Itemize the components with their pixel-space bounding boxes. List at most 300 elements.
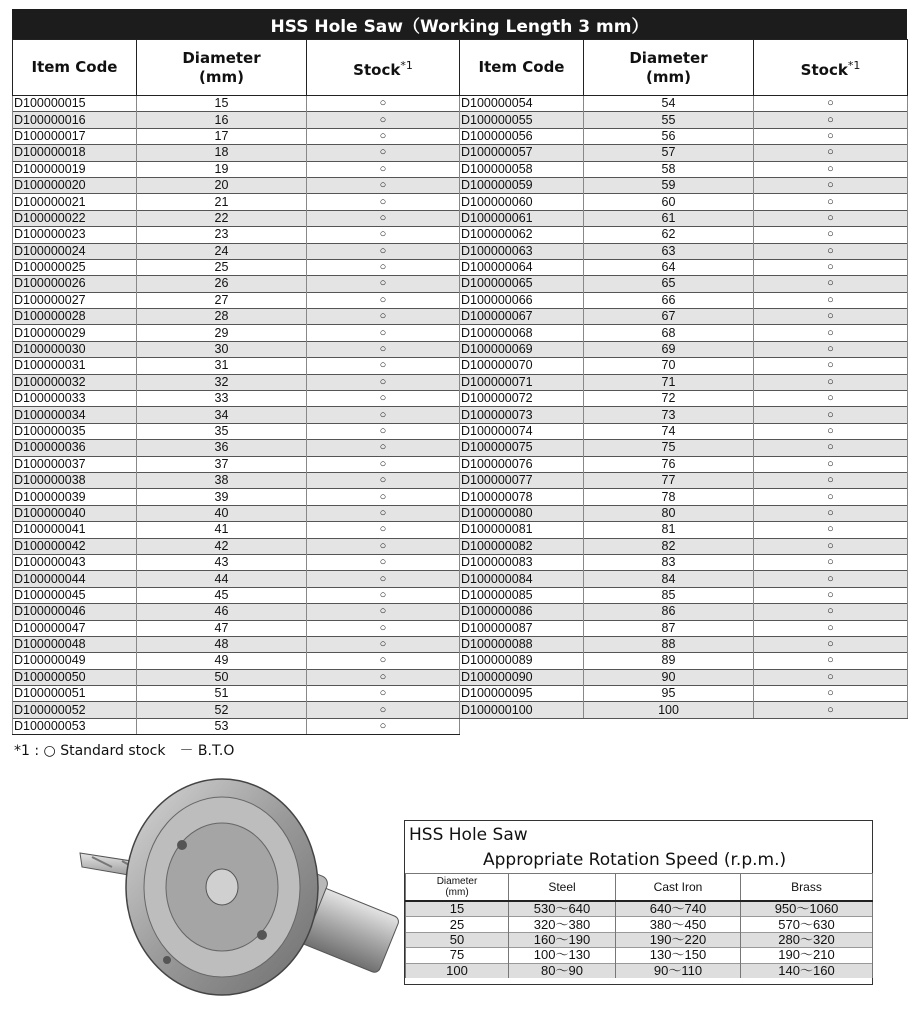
table-row xyxy=(13,96,460,112)
item-code-cell: D100000032 xyxy=(13,374,137,390)
diameter-cell: 36 xyxy=(137,440,307,456)
stock-cell: ○ xyxy=(307,161,460,177)
stock-cell: ○ xyxy=(307,292,460,308)
stock-cell: ○ xyxy=(307,554,460,570)
diameter-cell: 16 xyxy=(137,112,307,128)
stock-cell: ○ xyxy=(307,718,460,734)
stock-cell: ○ xyxy=(754,227,908,243)
table-row xyxy=(406,963,873,978)
stock-cell: ○ xyxy=(307,489,460,505)
item-code-cell: D100000053 xyxy=(13,718,137,734)
diameter-cell: 62 xyxy=(584,227,754,243)
diameter-cell: 67 xyxy=(584,309,754,325)
item-code-cell: D100000052 xyxy=(13,702,137,718)
stock-cell: ○ xyxy=(754,669,908,685)
item-code-cell: D100000054 xyxy=(460,96,584,112)
diameter-cell: 46 xyxy=(137,604,307,620)
stock-table-left xyxy=(12,39,460,735)
item-code-cell: D100000027 xyxy=(13,292,137,308)
table-row xyxy=(460,161,908,177)
stock-cell: ○ xyxy=(307,456,460,472)
item-code-cell: D100000070 xyxy=(460,358,584,374)
stock-cell: ○ xyxy=(754,702,908,718)
speed-brass-cell: 950～1060 xyxy=(741,901,873,917)
stock-cell: ○ xyxy=(754,309,908,325)
stock-cell: ○ xyxy=(307,440,460,456)
hole-saw-product-image xyxy=(72,775,402,1015)
item-code-cell: D100000047 xyxy=(13,620,137,636)
stock-cell: ○ xyxy=(307,472,460,488)
table-row xyxy=(13,489,460,505)
stock-footnote: *1 : ○ Standard stock － B.T.O xyxy=(14,743,235,759)
header-item-code: Item Code xyxy=(13,40,137,96)
diameter-cell: 100 xyxy=(584,702,754,718)
stock-cell: ○ xyxy=(754,177,908,193)
stock-table-left-body xyxy=(13,96,460,735)
item-code-cell: D100000044 xyxy=(13,571,137,587)
item-code-cell: D100000046 xyxy=(13,604,137,620)
table-row xyxy=(13,309,460,325)
stock-cell: ○ xyxy=(307,391,460,407)
header-diameter-label: Diameter xyxy=(629,48,708,67)
diameter-cell: 35 xyxy=(137,423,307,439)
stock-cell: ○ xyxy=(754,358,908,374)
table-row xyxy=(460,227,908,243)
stock-cell: ○ xyxy=(307,112,460,128)
stock-cell: ○ xyxy=(754,243,908,259)
diameter-cell: 42 xyxy=(137,538,307,554)
table-row xyxy=(460,604,908,620)
item-code-cell: D100000071 xyxy=(460,374,584,390)
diameter-cell: 34 xyxy=(137,407,307,423)
item-code-cell: D100000015 xyxy=(13,96,137,112)
table-row xyxy=(460,292,908,308)
diameter-cell: 54 xyxy=(584,96,754,112)
diameter-cell: 71 xyxy=(584,374,754,390)
stock-cell: ○ xyxy=(754,374,908,390)
diameter-cell: 33 xyxy=(137,391,307,407)
stock-cell: ○ xyxy=(754,276,908,292)
diameter-cell: 32 xyxy=(137,374,307,390)
diameter-cell: 51 xyxy=(137,686,307,702)
speed-steel-cell: 100～130 xyxy=(509,948,616,963)
diameter-cell: 27 xyxy=(137,292,307,308)
rotation-speed-table-body xyxy=(406,901,873,978)
table-row xyxy=(13,472,460,488)
item-code-cell: D100000087 xyxy=(460,620,584,636)
stock-cell: ○ xyxy=(754,522,908,538)
diameter-cell: 53 xyxy=(137,718,307,734)
speed-header-brass: Brass xyxy=(741,874,873,902)
stock-cell: ○ xyxy=(307,653,460,669)
diameter-cell: 75 xyxy=(584,440,754,456)
speed-header-diameter-label: Diameter xyxy=(436,876,478,887)
diameter-cell: 77 xyxy=(584,472,754,488)
table-row xyxy=(13,325,460,341)
table-row xyxy=(460,653,908,669)
stock-cell: ○ xyxy=(307,194,460,210)
table-row xyxy=(460,440,908,456)
table-row xyxy=(460,177,908,193)
stock-cell: ○ xyxy=(754,538,908,554)
diameter-cell: 70 xyxy=(584,358,754,374)
table-row xyxy=(460,686,908,702)
item-code-cell: D100000034 xyxy=(13,407,137,423)
diameter-cell: 41 xyxy=(137,522,307,538)
table-row xyxy=(460,145,908,161)
diameter-cell: 65 xyxy=(584,276,754,292)
table-row xyxy=(460,587,908,603)
diameter-cell: 50 xyxy=(137,669,307,685)
diameter-cell: 90 xyxy=(584,669,754,685)
item-code-cell: D100000095 xyxy=(460,686,584,702)
item-code-cell: D100000041 xyxy=(13,522,137,538)
saw-body xyxy=(126,779,318,995)
item-code-cell: D100000078 xyxy=(460,489,584,505)
table-row xyxy=(13,276,460,292)
item-code-cell: D100000040 xyxy=(13,505,137,521)
item-code-cell: D100000021 xyxy=(13,194,137,210)
table-row xyxy=(460,571,908,587)
stock-cell: ○ xyxy=(307,604,460,620)
speed-header-diameter xyxy=(406,874,509,902)
diameter-cell: 85 xyxy=(584,587,754,603)
page-title: HSS Hole Saw（Working Length 3 mm） xyxy=(12,9,907,39)
diameter-cell: 63 xyxy=(584,243,754,259)
stock-cell: ○ xyxy=(307,243,460,259)
table-row xyxy=(13,456,460,472)
stock-cell: ○ xyxy=(754,145,908,161)
item-code-cell: D100000059 xyxy=(460,177,584,193)
table-row xyxy=(460,210,908,226)
table-row xyxy=(406,901,873,917)
speed-brass-cell: 570～630 xyxy=(741,917,873,932)
rotation-speed-table xyxy=(405,873,873,978)
table-row xyxy=(460,702,908,718)
diameter-cell: 64 xyxy=(584,259,754,275)
table-row xyxy=(13,194,460,210)
item-code-cell: D100000100 xyxy=(460,702,584,718)
item-code-cell: D100000060 xyxy=(460,194,584,210)
table-row xyxy=(13,112,460,128)
table-row xyxy=(13,505,460,521)
stock-cell: ○ xyxy=(754,259,908,275)
table-row xyxy=(460,620,908,636)
speed-header-steel: Steel xyxy=(509,874,616,902)
speed-cast-iron-cell: 380～450 xyxy=(616,917,741,932)
stock-cell: ○ xyxy=(754,472,908,488)
item-code-cell: D100000050 xyxy=(13,669,137,685)
diameter-cell: 57 xyxy=(584,145,754,161)
item-code-cell: D100000076 xyxy=(460,456,584,472)
table-row xyxy=(460,669,908,685)
diameter-cell: 56 xyxy=(584,128,754,144)
item-code-cell: D100000037 xyxy=(13,456,137,472)
header-diameter xyxy=(137,40,307,96)
table-row xyxy=(460,194,908,210)
item-code-cell: D100000051 xyxy=(13,686,137,702)
item-code-cell: D100000039 xyxy=(13,489,137,505)
stock-cell: ○ xyxy=(307,259,460,275)
diameter-cell: 26 xyxy=(137,276,307,292)
table-row xyxy=(406,917,873,932)
diameter-cell: 22 xyxy=(137,210,307,226)
stock-cell: ○ xyxy=(307,210,460,226)
speed-cast-iron-cell: 90～110 xyxy=(616,963,741,978)
table-row xyxy=(13,423,460,439)
stock-cell: ○ xyxy=(754,96,908,112)
speed-brass-cell: 280～320 xyxy=(741,932,873,947)
diameter-cell: 43 xyxy=(137,554,307,570)
stock-cell: ○ xyxy=(307,702,460,718)
diameter-cell: 15 xyxy=(137,96,307,112)
speed-table-subtitle: Appropriate Rotation Speed (r.p.m.) xyxy=(483,850,787,870)
diameter-cell: 84 xyxy=(584,571,754,587)
item-code-cell: D100000016 xyxy=(13,112,137,128)
stock-cell: ○ xyxy=(754,489,908,505)
item-code-cell: D100000023 xyxy=(13,227,137,243)
speed-header-cast-iron: Cast Iron xyxy=(616,874,741,902)
diameter-cell: 17 xyxy=(137,128,307,144)
diameter-cell: 80 xyxy=(584,505,754,521)
diameter-cell: 95 xyxy=(584,686,754,702)
table-row xyxy=(13,636,460,652)
item-code-cell: D100000018 xyxy=(13,145,137,161)
table-row xyxy=(13,587,460,603)
stock-cell: ○ xyxy=(754,686,908,702)
item-code-cell: D100000062 xyxy=(460,227,584,243)
item-code-cell: D100000026 xyxy=(13,276,137,292)
table-row xyxy=(460,276,908,292)
diameter-cell: 29 xyxy=(137,325,307,341)
diameter-cell: 24 xyxy=(137,243,307,259)
diameter-cell: 61 xyxy=(584,210,754,226)
diameter-cell: 74 xyxy=(584,423,754,439)
stock-cell: ○ xyxy=(754,505,908,521)
table-row xyxy=(13,227,460,243)
diameter-cell: 88 xyxy=(584,636,754,652)
stock-cell: ○ xyxy=(307,620,460,636)
table-row xyxy=(460,374,908,390)
item-code-cell: D100000064 xyxy=(460,259,584,275)
stock-cell: ○ xyxy=(754,161,908,177)
diameter-cell: 73 xyxy=(584,407,754,423)
item-code-cell: D100000029 xyxy=(13,325,137,341)
diameter-cell: 58 xyxy=(584,161,754,177)
table-row xyxy=(13,440,460,456)
item-code-cell: D100000045 xyxy=(13,587,137,603)
table-row xyxy=(460,128,908,144)
stock-table-right-body xyxy=(460,96,908,719)
item-code-cell: D100000035 xyxy=(13,423,137,439)
diameter-cell: 19 xyxy=(137,161,307,177)
stock-cell: ○ xyxy=(307,128,460,144)
table-row xyxy=(460,456,908,472)
speed-cast-iron-cell: 190～220 xyxy=(616,932,741,947)
item-code-cell: D100000086 xyxy=(460,604,584,620)
diameter-cell: 40 xyxy=(137,505,307,521)
stock-cell: ○ xyxy=(754,194,908,210)
diameter-cell: 28 xyxy=(137,309,307,325)
table-row xyxy=(13,522,460,538)
diameter-cell: 81 xyxy=(584,522,754,538)
table-row xyxy=(13,145,460,161)
table-row xyxy=(460,358,908,374)
table-row xyxy=(13,161,460,177)
item-code-cell: D100000081 xyxy=(460,522,584,538)
diameter-cell: 68 xyxy=(584,325,754,341)
table-row xyxy=(406,932,873,947)
item-code-cell: D100000061 xyxy=(460,210,584,226)
item-code-cell: D100000066 xyxy=(460,292,584,308)
item-code-cell: D100000020 xyxy=(13,177,137,193)
table-row xyxy=(460,472,908,488)
item-code-cell: D100000024 xyxy=(13,243,137,259)
header-stock xyxy=(307,40,460,96)
table-row xyxy=(460,96,908,112)
item-code-cell: D100000031 xyxy=(13,358,137,374)
diameter-cell: 87 xyxy=(584,620,754,636)
stock-cell: ○ xyxy=(754,604,908,620)
speed-diameter-cell: 75 xyxy=(406,948,509,963)
item-code-cell: D100000042 xyxy=(13,538,137,554)
diameter-cell: 76 xyxy=(584,456,754,472)
stock-cell: ○ xyxy=(754,456,908,472)
header-stock-label: Stock xyxy=(353,60,401,79)
item-code-cell: D100000049 xyxy=(13,653,137,669)
stock-cell: ○ xyxy=(307,227,460,243)
table-row xyxy=(13,653,460,669)
diameter-cell: 38 xyxy=(137,472,307,488)
stock-cell: ○ xyxy=(307,374,460,390)
diameter-cell: 82 xyxy=(584,538,754,554)
table-row xyxy=(460,505,908,521)
header-stock-label: Stock xyxy=(800,60,848,79)
item-code-cell: D100000074 xyxy=(460,423,584,439)
speed-brass-cell: 140～160 xyxy=(741,963,873,978)
diameter-cell: 55 xyxy=(584,112,754,128)
stock-cell: ○ xyxy=(307,423,460,439)
table-row xyxy=(460,489,908,505)
item-code-cell: D100000082 xyxy=(460,538,584,554)
speed-steel-cell: 80～90 xyxy=(509,963,616,978)
item-code-cell: D100000075 xyxy=(460,440,584,456)
table-row xyxy=(13,554,460,570)
table-row xyxy=(13,718,460,734)
stock-cell: ○ xyxy=(754,391,908,407)
stock-cell: ○ xyxy=(307,341,460,357)
diameter-cell: 49 xyxy=(137,653,307,669)
speed-diameter-cell: 50 xyxy=(406,932,509,947)
stock-cell: ○ xyxy=(307,325,460,341)
diameter-cell: 52 xyxy=(137,702,307,718)
header-diameter-unit: (mm) xyxy=(199,67,244,86)
item-code-cell: D100000030 xyxy=(13,341,137,357)
speed-steel-cell: 320～380 xyxy=(509,917,616,932)
stock-cell: ○ xyxy=(307,505,460,521)
item-code-cell: D100000025 xyxy=(13,259,137,275)
rotation-speed-panel xyxy=(404,820,873,985)
item-code-cell: D100000022 xyxy=(13,210,137,226)
item-code-cell: D100000090 xyxy=(460,669,584,685)
table-row xyxy=(13,620,460,636)
stock-note-mark: *1 xyxy=(847,58,861,72)
table-row xyxy=(460,538,908,554)
diameter-cell: 83 xyxy=(584,554,754,570)
table-row xyxy=(13,538,460,554)
table-row xyxy=(13,341,460,357)
item-code-cell: D100000085 xyxy=(460,587,584,603)
diameter-cell: 21 xyxy=(137,194,307,210)
table-row xyxy=(13,292,460,308)
stock-cell: ○ xyxy=(307,358,460,374)
speed-diameter-cell: 100 xyxy=(406,963,509,978)
speed-steel-cell: 160～190 xyxy=(509,932,616,947)
item-code-cell: D100000057 xyxy=(460,145,584,161)
diameter-cell: 60 xyxy=(584,194,754,210)
header-stock xyxy=(754,40,908,96)
item-code-cell: D100000067 xyxy=(460,309,584,325)
stock-cell: ○ xyxy=(307,669,460,685)
stock-cell: ○ xyxy=(754,292,908,308)
stock-cell: ○ xyxy=(754,440,908,456)
stock-cell: ○ xyxy=(307,276,460,292)
table-row xyxy=(13,177,460,193)
table-row xyxy=(460,341,908,357)
diameter-cell: 25 xyxy=(137,259,307,275)
speed-diameter-cell: 15 xyxy=(406,901,509,917)
diameter-cell: 72 xyxy=(584,391,754,407)
diameter-cell: 39 xyxy=(137,489,307,505)
item-code-cell: D100000089 xyxy=(460,653,584,669)
table-row xyxy=(13,391,460,407)
item-code-cell: D100000083 xyxy=(460,554,584,570)
diameter-cell: 78 xyxy=(584,489,754,505)
speed-header-diameter-unit: (mm) xyxy=(445,887,469,898)
table-row xyxy=(13,243,460,259)
table-row xyxy=(460,112,908,128)
item-code-cell: D100000048 xyxy=(13,636,137,652)
item-code-cell: D100000084 xyxy=(460,571,584,587)
item-code-cell: D100000028 xyxy=(13,309,137,325)
stock-cell: ○ xyxy=(754,571,908,587)
table-row xyxy=(13,358,460,374)
speed-brass-cell: 190～210 xyxy=(741,948,873,963)
item-code-cell: D100000068 xyxy=(460,325,584,341)
item-code-cell: D100000043 xyxy=(13,554,137,570)
table-row xyxy=(460,636,908,652)
diameter-cell: 48 xyxy=(137,636,307,652)
item-code-cell: D100000055 xyxy=(460,112,584,128)
stock-cell: ○ xyxy=(754,423,908,439)
item-code-cell: D100000019 xyxy=(13,161,137,177)
diameter-cell: 59 xyxy=(584,177,754,193)
speed-diameter-cell: 25 xyxy=(406,917,509,932)
stock-cell: ○ xyxy=(307,538,460,554)
stock-cell: ○ xyxy=(754,653,908,669)
table-row xyxy=(460,325,908,341)
table-row xyxy=(460,554,908,570)
stock-cell: ○ xyxy=(754,407,908,423)
header-diameter-unit: (mm) xyxy=(646,67,691,86)
table-row xyxy=(460,423,908,439)
diameter-cell: 47 xyxy=(137,620,307,636)
diameter-cell: 30 xyxy=(137,341,307,357)
item-code-cell: D100000073 xyxy=(460,407,584,423)
diameter-cell: 20 xyxy=(137,177,307,193)
diameter-cell: 89 xyxy=(584,653,754,669)
stock-cell: ○ xyxy=(754,587,908,603)
